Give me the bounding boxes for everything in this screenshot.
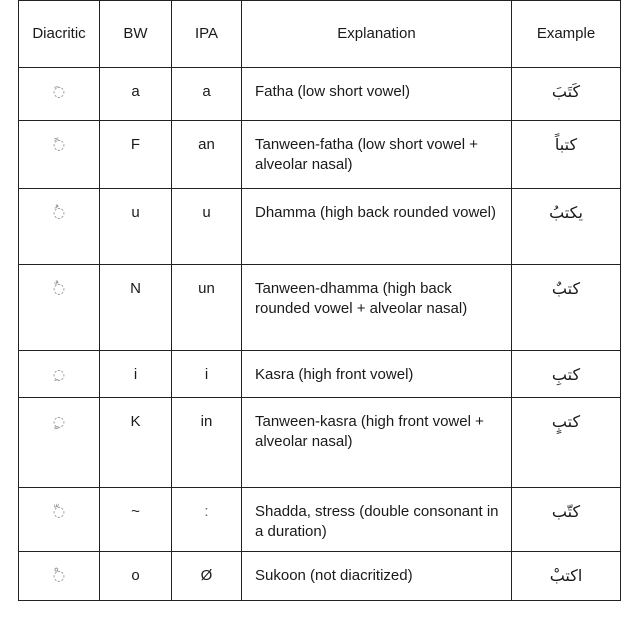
bw-cell: a: [100, 68, 172, 121]
example-cell: كتباً: [512, 121, 621, 189]
diacritic-cell: ◌َ: [19, 68, 100, 121]
table-row: [19, 398, 621, 488]
explanation-cell: Tanween-fatha (low short vowel + alveolar nasal): [242, 121, 512, 189]
diacritic-cell: ◌ّ: [19, 488, 100, 552]
example-cell: اكتبْ: [512, 552, 621, 601]
table-row: [19, 351, 621, 398]
diacritics-table: [18, 0, 621, 601]
explanation-cell: Fatha (low short vowel): [242, 68, 512, 121]
bw-cell: ~: [100, 488, 172, 552]
diacritic-cell: ◌ِ: [19, 351, 100, 398]
diacritic-cell: ◌ُ: [19, 189, 100, 265]
bw-cell: o: [100, 552, 172, 601]
bw-cell: F: [100, 121, 172, 189]
header-diacritic: Diacritic: [19, 1, 100, 68]
header-bw: BW: [100, 1, 172, 68]
header-row: [19, 1, 621, 68]
explanation-cell: Sukoon (not diacritized): [242, 552, 512, 601]
explanation-cell: Tanween-kasra (high front vowel + alveolar nasal): [242, 398, 512, 488]
explanation-cell: Shadda, stress (double consonant in a duration): [242, 488, 512, 552]
bw-cell: i: [100, 351, 172, 398]
example-cell: كتّب: [512, 488, 621, 552]
table-row: [19, 68, 621, 121]
ipa-cell: an: [172, 121, 242, 189]
ipa-cell: Ø: [172, 552, 242, 601]
ipa-cell: un: [172, 265, 242, 351]
table-row: [19, 121, 621, 189]
example-cell: يكتبُ: [512, 189, 621, 265]
explanation-cell: Tanween-dhamma (high back rounded vowel + alveolar nasal): [242, 265, 512, 351]
example-cell: كتبٌ: [512, 265, 621, 351]
diacritic-cell: ◌ٍ: [19, 398, 100, 488]
example-cell: كَتَبَ: [512, 68, 621, 121]
bw-cell: N: [100, 265, 172, 351]
ipa-cell: i: [172, 351, 242, 398]
bw-cell: K: [100, 398, 172, 488]
header-ipa: IPA: [172, 1, 242, 68]
explanation-cell: Dhamma (high back rounded vowel): [242, 189, 512, 265]
table-row: [19, 552, 621, 601]
explanation-cell: Kasra (high front vowel): [242, 351, 512, 398]
header-example: Example: [512, 1, 621, 68]
diacritic-cell: ◌ٌ: [19, 265, 100, 351]
example-cell: كتبِ: [512, 351, 621, 398]
ipa-cell: in: [172, 398, 242, 488]
diacritic-cell: ◌ْ: [19, 552, 100, 601]
ipa-cell: u: [172, 189, 242, 265]
diacritic-cell: ◌ً: [19, 121, 100, 189]
header-explanation: Explanation: [242, 1, 512, 68]
bw-cell: u: [100, 189, 172, 265]
ipa-cell: :: [172, 488, 242, 552]
table-row: [19, 488, 621, 552]
example-cell: كتبٍ: [512, 398, 621, 488]
ipa-cell: a: [172, 68, 242, 121]
table-row: [19, 265, 621, 351]
table-row: [19, 189, 621, 265]
